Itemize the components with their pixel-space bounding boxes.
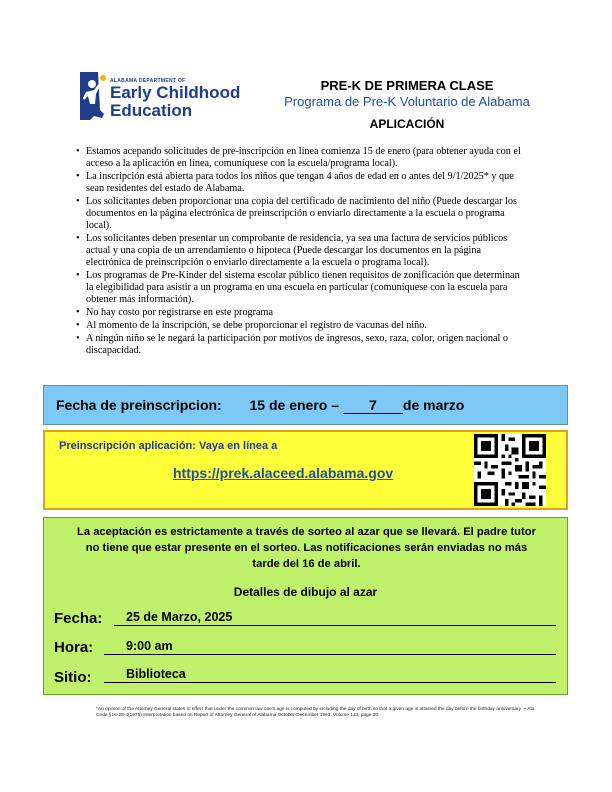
alabama-state-child-icon — [76, 70, 110, 122]
online-application-label: Preinscripción aplicación: Vaya en línea a — [59, 440, 278, 452]
logo-text — [110, 78, 240, 120]
page-subtitle: Programa de Pre-K Voluntario de Alabama — [284, 94, 530, 109]
footnote: *An opinion of the Attorney General states in effect that under the common law one's age is computed by including the day of birth so that a given age is attained the day before the birthday anniversary. ~ Ala. Code §16-28-4(1975) Interpretation based on Report of Attorney General of Alabama October-December 1963, Volume 113, page 20. — [96, 707, 536, 718]
fecha-label: Fecha: — [54, 610, 103, 627]
registration-dates-text — [56, 397, 464, 414]
dates-end-month: de marzo — [402, 397, 465, 413]
page-section-title: APLICACIÓN — [369, 117, 445, 131]
dates-end-day: 7 — [343, 397, 403, 414]
lottery-details-box — [43, 517, 568, 695]
sitio-value: Biblioteca — [104, 667, 556, 683]
list-item: • Los programas de Pre-Kinder del sistema escolar público tienen requisitos de zonificación que determinan la elegibilidad para asistir a un programa en una escuela en particular (comuníquese con la escuela para obtener más información). — [64, 270, 524, 306]
page-title: PRE-K DE PRIMERA CLASE — [320, 78, 494, 93]
list-item: • No hay costo por registrarse en este programa — [64, 307, 524, 319]
list-item: • La inscripción está abierta para todos los niños que tengan 4 años de edad en o antes del 9/1/2025* y que sean residentes del estado de Alabama. — [64, 171, 524, 195]
hora-value: 9:00 am — [104, 639, 556, 655]
list-item: • Al momento de la inscripción, se debe proporcionar el registro de vacunas del niño. — [64, 320, 524, 332]
lottery-notice: La aceptación es estrictamente a través de sorteo al azar que se llevará. El padre tutor no tiene que estar presente en el sorteo. Las notificaciones serán enviadas no más tarde del 16 de abril. — [77, 526, 536, 570]
dates-label: Fecha de preinscripcion: — [56, 397, 222, 413]
qr-code-icon[interactable] — [474, 434, 546, 506]
requirements-list — [64, 146, 524, 358]
lottery-details-title: Detalles de dibujo al azar — [233, 585, 378, 599]
list-item: • Los solicitantes deben proporcionar una copia del certificado de nacimiento del niño (Puede descargar los documentos en la página electrónica de preinscripción o enviarlo directamente a la escuela o programa local). — [64, 196, 524, 232]
logo-dept: ALABAMA DEPARTMENT OF — [110, 78, 186, 84]
dates-start: 15 de enero – — [249, 397, 339, 413]
registration-dates-box — [43, 385, 568, 425]
logo-name-line1: Early Childhood — [110, 83, 241, 102]
list-item: • Estamos acepando solicitudes de pre-inscripción en línea comienza 15 de enero (para obtener ayuda con el acceso a la aplicación en línea, comuníquese con la escuela/programa local). — [64, 146, 524, 170]
sitio-label: Sitio: — [54, 669, 92, 686]
logo-name-line2: Education — [110, 101, 193, 120]
fecha-value: 25 de Marzo, 2025 — [114, 610, 556, 626]
prek-application-link[interactable]: https://prek.alaceed.alabama.gov — [173, 465, 394, 481]
document-header — [262, 78, 552, 131]
list-item: • Los solicitantes deben presentar un comprobante de residencia, ya sea una factura de servicios públicos actual y una copia de un arrendamiento o hipoteca (Puede descargar los documentos en la página electrónica de preinscripción o enviarlo directamente a la escuela o programa local). — [64, 233, 524, 269]
list-item: • A ningún niño se le negará la participación por motivos de ingresos, sexo, raza, color, origen nacional o discapacidad. — [64, 333, 524, 357]
hora-label: Hora: — [54, 639, 94, 656]
